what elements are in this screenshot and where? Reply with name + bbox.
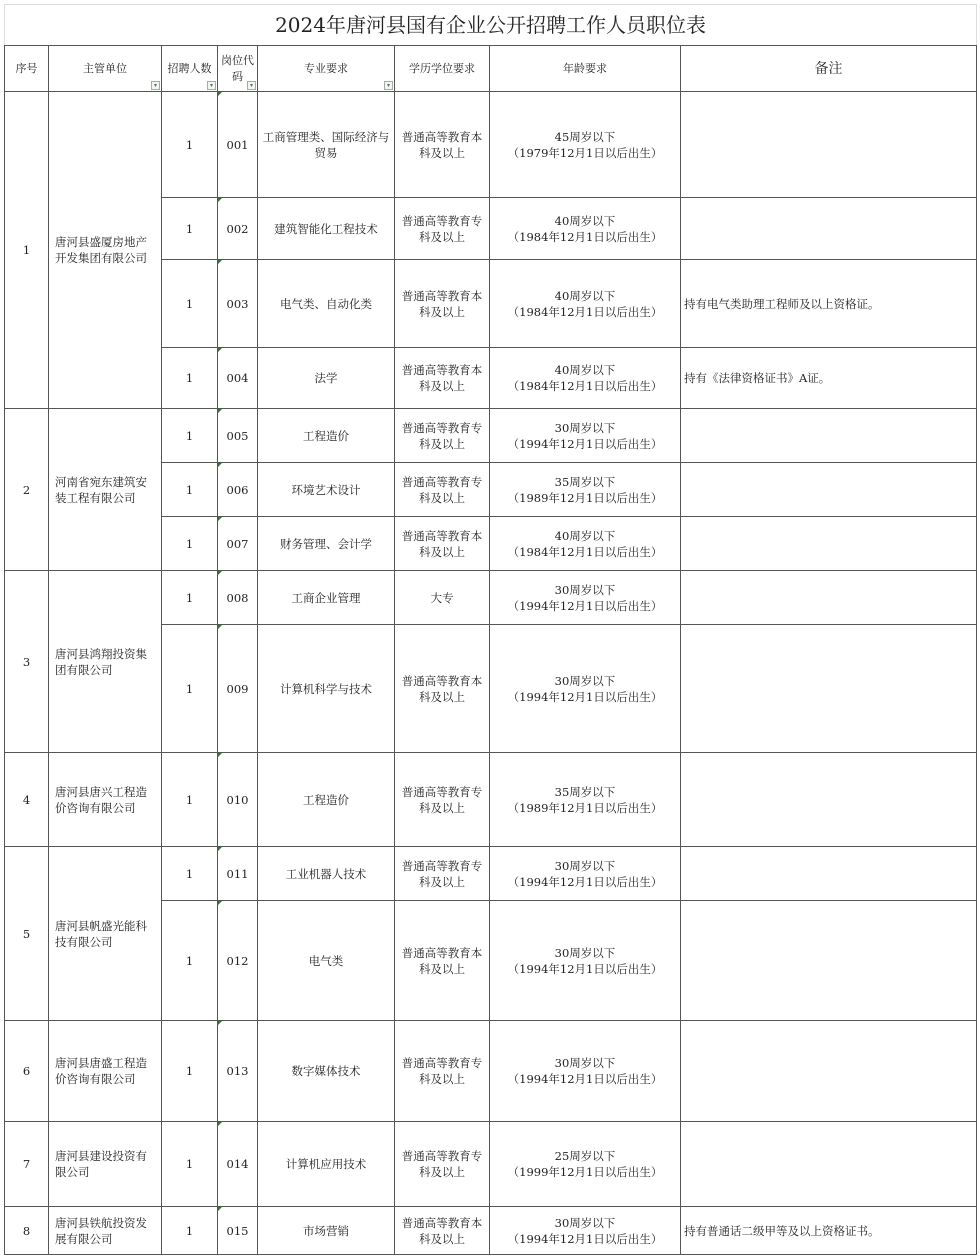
seq-cell: 2 — [5, 409, 49, 571]
table-row — [5, 1021, 977, 1122]
count-cell: 1 — [162, 753, 218, 847]
age-cell — [490, 1122, 681, 1207]
birth-date-limit: （1994年12月1日以后出生） — [507, 961, 663, 976]
unit-cell: 唐河县唐兴工程造价咨询有限公司 — [49, 753, 162, 847]
age-limit: 30周岁以下 — [554, 1215, 616, 1230]
seq-cell: 8 — [5, 1207, 49, 1255]
count-cell: 1 — [162, 625, 218, 753]
count-cell: 1 — [162, 409, 218, 463]
birth-date-limit: （1984年12月1日以后出生） — [507, 544, 663, 559]
header-remark — [681, 46, 977, 92]
age-cell — [490, 463, 681, 517]
age-limit: 25周岁以下 — [554, 1149, 616, 1163]
filter-dropdown-icon[interactable]: ▾ — [247, 81, 256, 90]
unit-cell: 唐河县盛厦房地产开发集团有限公司 — [49, 92, 162, 409]
count-cell: 1 — [162, 1207, 218, 1255]
header-label: 序号 — [15, 61, 38, 75]
header-label: 岗位代码 — [221, 53, 254, 83]
edu-cell: 普通高等教育本科及以上 — [395, 625, 490, 753]
edu-cell: 普通高等教育专科及以上 — [395, 847, 490, 901]
code-cell: 015 — [218, 1207, 258, 1255]
remark-cell — [681, 463, 977, 517]
header-major[interactable] — [258, 46, 395, 92]
major-cell: 工业机器人技术 — [258, 847, 395, 901]
count-cell: 1 — [162, 571, 218, 625]
age-limit: 30周岁以下 — [554, 420, 616, 435]
header-label: 招聘人数 — [167, 61, 212, 75]
age-limit: 30周岁以下 — [554, 1056, 616, 1070]
code-cell: 003 — [218, 260, 258, 348]
seq-cell: 6 — [5, 1021, 49, 1122]
age-cell — [490, 348, 681, 409]
age-cell — [490, 901, 681, 1021]
edu-cell: 普通高等教育本科及以上 — [395, 92, 490, 198]
age-cell — [490, 753, 681, 847]
major-cell: 工程造价 — [258, 753, 395, 847]
filter-dropdown-icon[interactable]: ▾ — [151, 81, 160, 90]
code-cell: 007 — [218, 517, 258, 571]
birth-date-limit: （1994年12月1日以后出生） — [507, 1231, 663, 1246]
age-cell — [490, 571, 681, 625]
count-cell: 1 — [162, 517, 218, 571]
code-cell: 004 — [218, 348, 258, 409]
edu-cell: 普通高等教育专科及以上 — [395, 409, 490, 463]
birth-date-limit: （1999年12月1日以后出生） — [507, 1165, 663, 1179]
table-row — [5, 409, 977, 463]
unit-cell: 唐河县帆盛光能科技有限公司 — [49, 847, 162, 1021]
edu-cell: 普通高等教育专科及以上 — [395, 753, 490, 847]
birth-date-limit: （1984年12月1日以后出生） — [507, 304, 663, 319]
remark-cell — [681, 1122, 977, 1207]
count-cell: 1 — [162, 198, 218, 260]
count-cell: 1 — [162, 260, 218, 348]
edu-cell: 普通高等教育专科及以上 — [395, 1021, 490, 1122]
age-cell — [490, 625, 681, 753]
count-cell: 1 — [162, 901, 218, 1021]
birth-date-limit: （1984年12月1日以后出生） — [507, 229, 663, 244]
header-code[interactable] — [218, 46, 258, 92]
birth-date-limit: （1989年12月1日以后出生） — [507, 800, 663, 815]
edu-cell: 普通高等教育专科及以上 — [395, 1122, 490, 1207]
birth-date-limit: （1994年12月1日以后出生） — [507, 598, 663, 613]
unit-cell: 唐河县唐盛工程造价咨询有限公司 — [49, 1021, 162, 1122]
birth-date-limit: （1989年12月1日以后出生） — [507, 490, 663, 505]
unit-cell: 唐河县建设投资有限公司 — [49, 1122, 162, 1207]
header-label: 主管单位 — [83, 61, 127, 75]
code-cell: 011 — [218, 847, 258, 901]
remark-cell — [681, 409, 977, 463]
edu-cell: 普通高等教育专科及以上 — [395, 463, 490, 517]
birth-date-limit: （1994年12月1日以后出生） — [507, 436, 663, 451]
header-seq — [5, 46, 49, 92]
count-cell: 1 — [162, 847, 218, 901]
seq-cell: 4 — [5, 753, 49, 847]
age-limit: 40周岁以下 — [554, 363, 616, 377]
code-cell: 002 — [218, 198, 258, 260]
edu-cell: 大专 — [395, 571, 490, 625]
age-limit: 45周岁以下 — [554, 129, 616, 144]
major-cell: 工程造价 — [258, 409, 395, 463]
code-cell: 014 — [218, 1122, 258, 1207]
page-title: 2024年唐河县国有企业公开招聘工作人员职位表 — [5, 5, 977, 46]
major-cell: 法学 — [258, 348, 395, 409]
birth-date-limit: （1994年12月1日以后出生） — [507, 1072, 663, 1086]
major-cell: 财务管理、会计学 — [258, 517, 395, 571]
age-cell — [490, 260, 681, 348]
seq-cell: 5 — [5, 847, 49, 1021]
major-cell: 环境艺术设计 — [258, 463, 395, 517]
count-cell: 1 — [162, 463, 218, 517]
remark-cell — [681, 92, 977, 198]
age-limit: 30周岁以下 — [554, 582, 616, 597]
age-cell — [490, 847, 681, 901]
count-cell: 1 — [162, 348, 218, 409]
remark-cell: 持有电气类助理工程师及以上资格证。 — [681, 260, 977, 348]
filter-dropdown-icon[interactable]: ▾ — [207, 81, 216, 90]
code-cell: 009 — [218, 625, 258, 753]
positions-table — [4, 4, 977, 1255]
major-cell: 工商管理类、国际经济与贸易 — [258, 92, 395, 198]
major-cell: 数字媒体技术 — [258, 1021, 395, 1122]
major-cell: 建筑智能化工程技术 — [258, 198, 395, 260]
age-limit: 35周岁以下 — [554, 474, 616, 489]
edu-cell: 普通高等教育本科及以上 — [395, 348, 490, 409]
code-cell: 013 — [218, 1021, 258, 1122]
major-cell: 计算机科学与技术 — [258, 625, 395, 753]
header-unit[interactable] — [49, 46, 162, 92]
age-limit: 40周岁以下 — [554, 288, 616, 303]
code-cell: 006 — [218, 463, 258, 517]
header-count[interactable] — [162, 46, 218, 92]
seq-cell: 1 — [5, 92, 49, 409]
unit-cell: 河南省宛东建筑安装工程有限公司 — [49, 409, 162, 571]
remark-cell — [681, 625, 977, 753]
remark-cell — [681, 517, 977, 571]
code-cell: 010 — [218, 753, 258, 847]
table-row — [5, 847, 977, 901]
header-label: 年龄要求 — [563, 61, 607, 75]
edu-cell: 普通高等教育专科及以上 — [395, 198, 490, 260]
header-edu — [395, 46, 490, 92]
remark-cell — [681, 901, 977, 1021]
unit-cell: 唐河县鸿翔投资集团有限公司 — [49, 571, 162, 753]
seq-cell: 3 — [5, 571, 49, 753]
edu-cell: 普通高等教育本科及以上 — [395, 260, 490, 348]
age-limit: 40周岁以下 — [554, 528, 616, 543]
age-limit: 35周岁以下 — [554, 784, 616, 799]
birth-date-limit: （1994年12月1日以后出生） — [507, 689, 663, 704]
header-row — [5, 46, 977, 92]
code-cell: 005 — [218, 409, 258, 463]
table-row — [5, 92, 977, 198]
count-cell: 1 — [162, 1122, 218, 1207]
age-cell — [490, 1021, 681, 1122]
age-limit: 30周岁以下 — [554, 945, 616, 960]
major-cell: 工商企业管理 — [258, 571, 395, 625]
age-cell — [490, 1207, 681, 1255]
major-cell: 电气类 — [258, 901, 395, 1021]
edu-cell: 普通高等教育本科及以上 — [395, 1207, 490, 1255]
age-cell — [490, 92, 681, 198]
header-age — [490, 46, 681, 92]
remark-cell — [681, 198, 977, 260]
count-cell: 1 — [162, 92, 218, 198]
table-row — [5, 753, 977, 847]
code-cell: 001 — [218, 92, 258, 198]
header-label: 备注 — [814, 60, 843, 77]
age-limit: 30周岁以下 — [554, 858, 616, 873]
header-label: 专业要求 — [304, 61, 348, 75]
table-row — [5, 571, 977, 625]
major-cell: 电气类、自动化类 — [258, 260, 395, 348]
birth-date-limit: （1994年12月1日以后出生） — [507, 874, 663, 889]
age-limit: 40周岁以下 — [554, 213, 616, 228]
filter-dropdown-icon[interactable]: ▾ — [384, 81, 393, 90]
remark-cell — [681, 571, 977, 625]
seq-cell: 7 — [5, 1122, 49, 1207]
remark-cell: 持有《法律资格证书》A证。 — [681, 348, 977, 409]
birth-date-limit: （1979年12月1日以后出生） — [507, 145, 663, 160]
birth-date-limit: （1984年12月1日以后出生） — [507, 379, 663, 393]
code-cell: 012 — [218, 901, 258, 1021]
age-cell — [490, 409, 681, 463]
major-cell: 市场营销 — [258, 1207, 395, 1255]
remark-cell: 持有普通话二级甲等及以上资格证书。 — [681, 1207, 977, 1255]
table-row — [5, 1122, 977, 1207]
header-label: 学历学位要求 — [409, 61, 475, 75]
table-row — [5, 1207, 977, 1255]
age-cell — [490, 198, 681, 260]
count-cell: 1 — [162, 1021, 218, 1122]
major-cell: 计算机应用技术 — [258, 1122, 395, 1207]
remark-cell — [681, 753, 977, 847]
edu-cell: 普通高等教育本科及以上 — [395, 901, 490, 1021]
remark-cell — [681, 847, 977, 901]
remark-cell — [681, 1021, 977, 1122]
edu-cell: 普通高等教育本科及以上 — [395, 517, 490, 571]
code-cell: 008 — [218, 571, 258, 625]
age-cell — [490, 517, 681, 571]
age-limit: 30周岁以下 — [554, 673, 616, 688]
unit-cell: 唐河县铁航投资发展有限公司 — [49, 1207, 162, 1255]
